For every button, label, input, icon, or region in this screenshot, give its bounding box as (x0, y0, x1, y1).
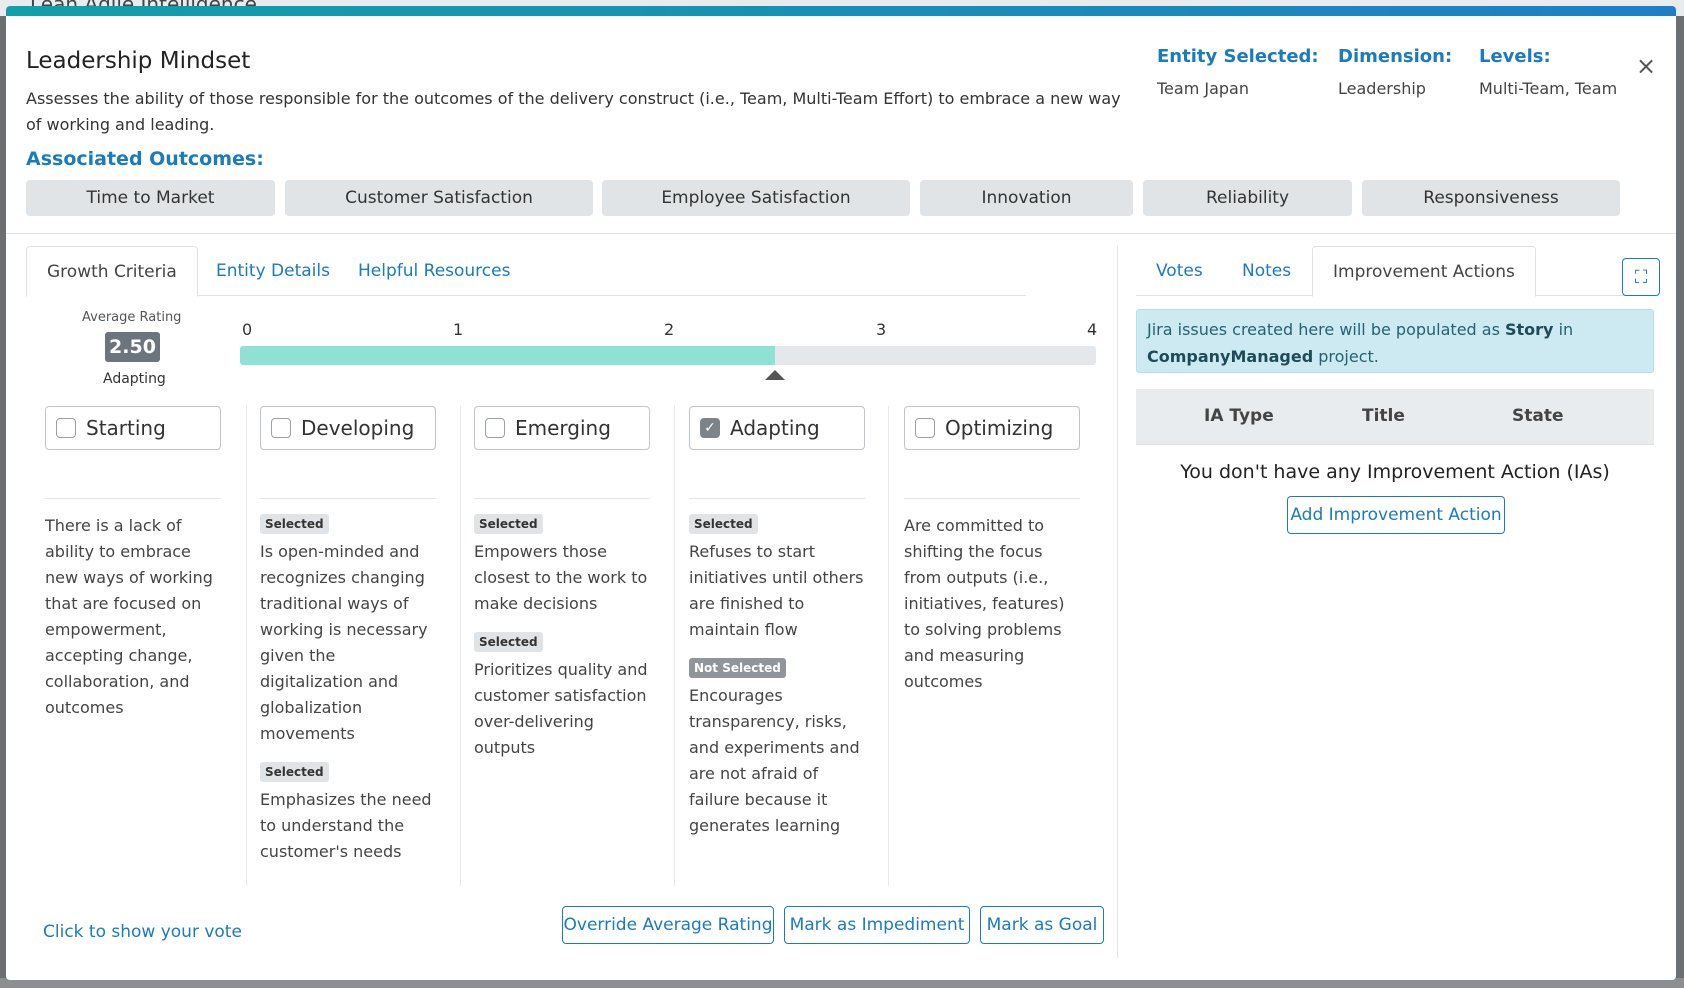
selected-badge: Selected (260, 762, 329, 782)
left-tab-bar (26, 246, 1026, 296)
growth-criteria-panel (26, 246, 1098, 966)
column-separator (674, 406, 675, 886)
level-column-starting (45, 406, 241, 721)
column-separator (460, 406, 461, 886)
rating-bar-fill (240, 346, 775, 365)
modal-description: Assesses the ability of those responsible for the outcomes of the delivery construct (i.e., Team, Multi-Team Effort) to embrace a new way of working and leading. (26, 89, 1121, 134)
levels-value: Multi-Team, Team (1479, 79, 1618, 98)
level-name: Developing (301, 416, 415, 440)
level-button-optimizing[interactable] (904, 406, 1080, 450)
outcome-responsiveness: Responsiveness (1362, 180, 1620, 216)
criterion-item (904, 513, 1100, 695)
modal-header (6, 16, 1676, 234)
divider (689, 498, 865, 499)
level-name: Adapting (730, 416, 820, 440)
divider (474, 498, 650, 499)
entity-selected-value: Team Japan (1157, 79, 1249, 98)
column-header-ia-type[interactable]: IA Type (1204, 406, 1274, 426)
criterion-text: Encourages transparency, risks, and experiments and are not afraid of failure because it generates learning (689, 686, 860, 835)
criterion-text: There is a lack of ability to embrace new ways of working that are focused on empowerment, accepting change, collaboration, and outcomes (45, 516, 213, 717)
criterion-item (474, 631, 670, 761)
level-name: Starting (86, 416, 166, 440)
divider (45, 498, 221, 499)
mark-as-impediment-button[interactable]: Mark as Impediment (784, 906, 970, 944)
tab-notes[interactable]: Notes (1242, 261, 1292, 281)
levels (1479, 46, 1617, 98)
associated-outcomes-label: Associated Outcomes: (26, 148, 264, 170)
column-header-state[interactable]: State (1512, 406, 1564, 426)
criterion-text: Are committed to shifting the focus from outputs (i.e., initiatives, features) to solving problems and measuring outcomes (904, 516, 1065, 691)
criterion-item (474, 513, 670, 617)
column-separator (246, 406, 247, 886)
checkbox-icon[interactable] (915, 418, 935, 438)
level-column-optimizing (904, 406, 1100, 695)
rating-marker-icon (765, 370, 785, 380)
tab-votes[interactable]: Votes (1156, 261, 1203, 281)
dimension-label: Dimension: (1338, 46, 1453, 67)
improvement-actions-panel (1136, 246, 1656, 966)
selected-badge: Selected (689, 514, 758, 534)
close-icon[interactable]: × (1636, 52, 1657, 80)
criterion-text: Is open-minded and recognizes changing traditional ways of working is necessary given the digitalization and globalization movements (260, 542, 428, 743)
issue-type: Story (1505, 320, 1554, 339)
criterion-text: Prioritizes quality and customer satisfaction over-delivering outputs (474, 660, 648, 757)
tab-entity-details[interactable]: Entity Details (216, 261, 330, 281)
modal-title: Leadership Mindset (26, 48, 251, 74)
average-rating-level: Adapting (103, 371, 166, 387)
checkbox-icon[interactable] (56, 418, 76, 438)
outcome-employee-satisfaction: Employee Satisfaction (602, 180, 910, 216)
criterion-item (260, 513, 456, 747)
add-improvement-action-button[interactable]: Add Improvement Action (1287, 496, 1505, 534)
average-rating-label: Average Rating (82, 310, 182, 325)
entity-selected-label: Entity Selected: (1157, 46, 1319, 67)
level-column-developing (260, 406, 456, 865)
rating-bar (240, 346, 1096, 365)
criterion-text: Emphasizes the need to understand the customer's needs (260, 790, 432, 861)
scale-tick-0: 0 (242, 320, 253, 339)
divider (904, 498, 1080, 499)
jira-info-alert (1136, 309, 1654, 373)
average-rating-value: 2.50 (105, 332, 160, 362)
not-selected-badge: Not Selected (689, 658, 786, 678)
criterion-item (260, 761, 456, 865)
selected-badge: Selected (474, 514, 543, 534)
outcome-reliability: Reliability (1143, 180, 1352, 216)
outcome-innovation: Innovation (920, 180, 1133, 216)
selected-badge: Selected (474, 632, 543, 652)
checkbox-icon[interactable] (485, 418, 505, 438)
scale-tick-2: 2 (664, 320, 675, 339)
selected-badge: Selected (260, 514, 329, 534)
override-average-rating-button[interactable]: Override Average Rating (562, 906, 774, 944)
levels-label: Levels: (1479, 46, 1551, 67)
empty-state-message: You don't have any Improvement Action (IAs) (1180, 461, 1610, 483)
tab-helpful-resources[interactable]: Helpful Resources (358, 261, 511, 281)
level-column-adapting (689, 406, 885, 839)
level-button-developing[interactable] (260, 406, 436, 450)
column-header-title[interactable]: Title (1362, 406, 1405, 426)
mark-as-goal-button[interactable]: Mark as Goal (980, 906, 1104, 944)
level-button-starting[interactable] (45, 406, 221, 450)
criterion-text: Refuses to start initiatives until others are finished to maintain flow (689, 542, 864, 639)
tab-improvement-actions[interactable]: Improvement Actions (1312, 246, 1536, 297)
level-button-adapting[interactable] (689, 406, 865, 450)
scale-tick-4: 4 (1087, 320, 1098, 339)
expand-icon[interactable]: ⛶ (1622, 258, 1660, 296)
dimension-value: Leadership (1338, 79, 1426, 98)
criterion-item (45, 513, 241, 721)
panel-divider (1117, 246, 1118, 958)
divider (260, 498, 436, 499)
entity-selected (1157, 46, 1319, 98)
show-vote-link[interactable]: Click to show your vote (43, 922, 242, 942)
info-text: project. (1313, 347, 1379, 366)
outcome-customer-satisfaction: Customer Satisfaction (285, 180, 593, 216)
tab-growth-criteria[interactable]: Growth Criteria (26, 246, 198, 297)
modal-accent-bar (6, 6, 1676, 16)
level-column-emerging (474, 406, 670, 761)
criterion-item (689, 513, 885, 643)
level-name: Optimizing (945, 416, 1054, 440)
ia-table-header (1136, 389, 1654, 445)
info-text: Jira issues created here will be populated as (1147, 320, 1505, 339)
criterion-text: Empowers those closest to the work to make decisions (474, 542, 648, 613)
checkbox-icon[interactable] (271, 418, 291, 438)
right-tab-bar (1136, 246, 1656, 296)
criteria-modal (6, 6, 1676, 980)
info-text: in (1553, 320, 1574, 339)
scale-tick-1: 1 (453, 320, 464, 339)
dimension (1338, 46, 1452, 98)
outcome-time-to-market: Time to Market (26, 180, 275, 216)
level-button-emerging[interactable] (474, 406, 650, 450)
criterion-item (689, 657, 885, 839)
checkbox-checked-icon[interactable]: ✓ (700, 418, 720, 438)
project-name: CompanyManaged (1147, 347, 1314, 366)
column-separator (888, 406, 889, 886)
level-name: Emerging (515, 416, 611, 440)
scale-tick-3: 3 (876, 320, 887, 339)
